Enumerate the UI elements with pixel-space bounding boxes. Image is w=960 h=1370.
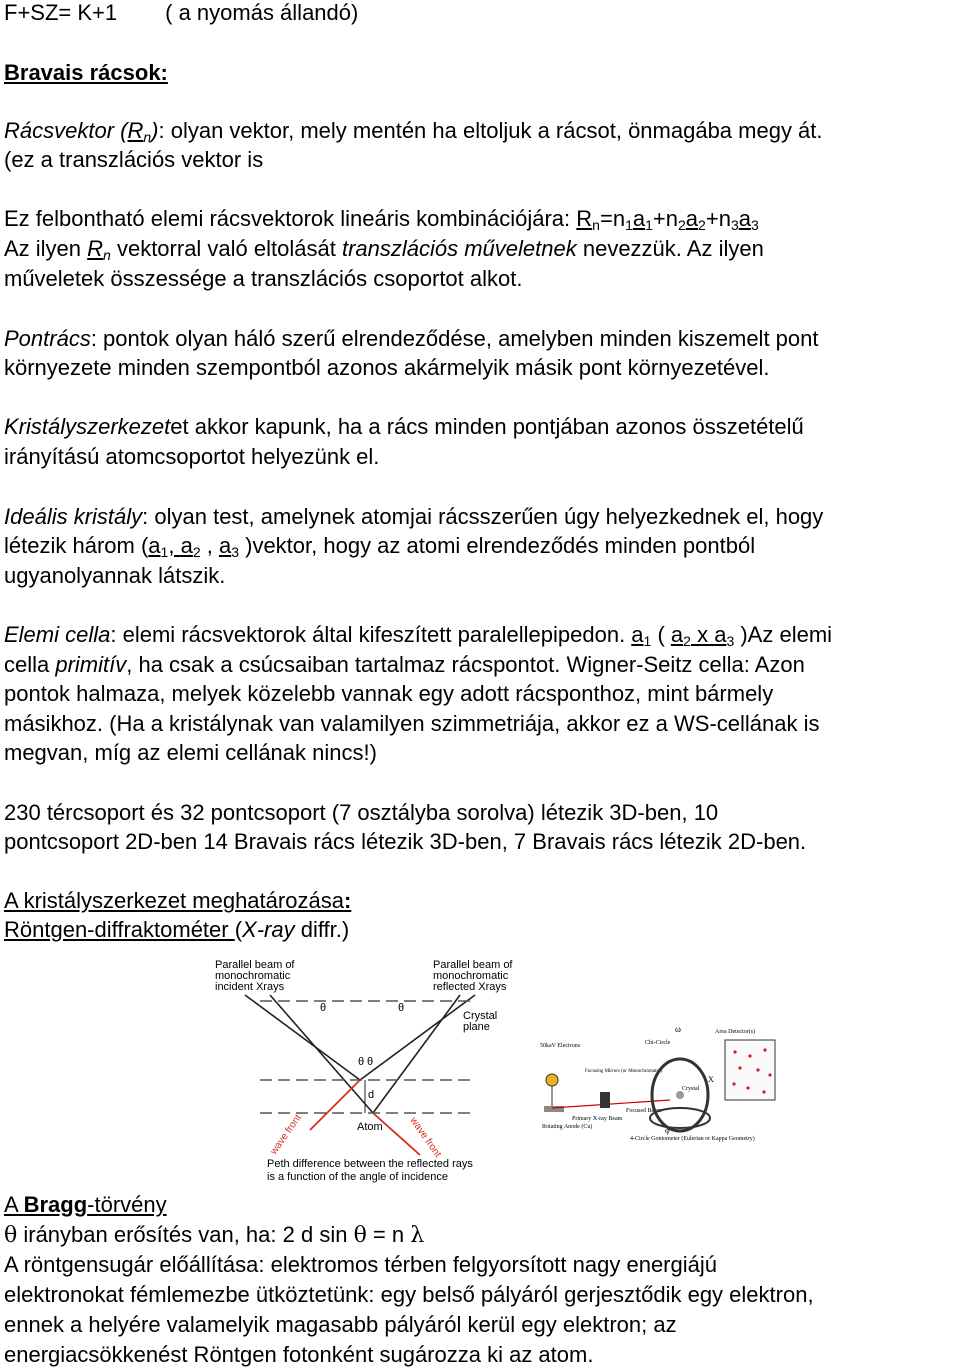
elemi-line1: Elemi cella: elemi rácsvektorok által kifeszített paralellepipedon. $a_1$ ( $a_2$ x $a_3$ )Az elemi [4,622,833,649]
area-detector-icon [725,1040,775,1100]
translation-line1: Az ilyen $R_n$ vektorral való eltolását transzlációs műveletnek nevezzük. Az ilyen [4,236,764,263]
header-line [4,0,358,26]
elemi-line5: megvan, míg az elemi cellának nincs!) [4,740,377,765]
electron-source-icon [546,1074,558,1086]
bragg-reflection-diagram [205,955,515,1190]
xray-line1: A röntgensugár előállítása: elektromos térben felgyorsított nagy energiájú [4,1252,717,1277]
kristaly-line1: Kristályszerkezetet akkor kapunk, ha a rács minden pontjában azonos összetételű [4,414,804,439]
racsvektor-line2: (ez a transzlációs vektor is [4,147,264,172]
atom-label: Atom [357,1121,383,1133]
reflected-label-2: monochromatic [433,970,509,982]
racsvektor-line1: Rácsvektor $(R_n)$: olyan vektor, mely mentén ha eltoljuk a rácsot, önmagába megy át. [4,118,823,145]
figure1-caption-1: Peth difference between the reflected rays [267,1158,473,1170]
wavefront-label-left: wave front [268,1112,304,1157]
xray-line4: energiacsökkenést Röntgen fotonként sugározza ki az atom. [4,1342,594,1367]
focused-beam-label: Focused Beam [626,1108,662,1114]
focusing-mirror-icon [600,1092,610,1108]
goniometer-label: 4-Circle Goniometer (Eulerian or Kappa Geometry) [630,1136,755,1142]
elemi-line2: cella primitív, ha csak a csúcsaiban tartalmaz rácspontot. Wigner-Seitz cella: Azon [4,652,805,677]
pontracs-line1: Pontrács: pontok olyan háló szerű elrendeződése, amelyben minden kiszemelt pont [4,326,819,351]
theta-label-3: θ [358,1056,365,1068]
theta-label-2: θ [398,1002,405,1014]
kristaly-term: Kristályszerkezet [4,414,171,439]
decomposition-line: Ez felbontható elemi rácsvektorok lineáris kombinációjára: $R_n=n_1a_1+n_2a_2+n_3a_3$ [4,206,759,233]
idealis-term: Ideális kristály [4,504,143,529]
phase-rule-note: ( a nyomás állandó) [165,0,359,25]
xray-beam-label: Primary X-ray Beam [572,1116,623,1122]
racsvektor-term: Rácsvektor ( [4,118,128,143]
groups-line2: pontcsoport 2D-ben 14 Bravais rács létezik 3D-ben, 7 Bravais rács létezik 2D-ben. [4,829,807,854]
d-label: d [368,1089,375,1101]
wavefront-label-right: wave front [407,1115,444,1160]
theta-label-4: θ [367,1056,374,1068]
reflected-label-1: Parallel beam of [433,959,513,971]
elemi-line4: másikhoz. (Ha a kristálynak van valamilyen szimmetriája, akkor ez a WS-cellának is [4,711,820,736]
section-title-bravais: Bravais rácsok: [4,60,168,85]
bragg-title: A Bragg-törvény [4,1192,167,1217]
diffractometer-line: Röntgen-diffraktométer (X-ray diffr.) [4,917,350,942]
incident-label-3: incident Xrays [215,981,285,993]
elemi-term: Elemi cella [4,622,111,647]
theta-label-1: θ [320,1002,327,1014]
reflected-ray-2 [373,995,460,1113]
kristaly-line2: irányítású atomcsoportot helyezünk el. [4,444,380,469]
chi-symbol: X [708,1075,714,1084]
figure1-caption-2: is a function of the angle of incidence [267,1171,449,1183]
idealis-line3: ugyanolyannak látszik. [4,563,226,588]
omega-label: ω [675,1024,681,1034]
electron-source-label: 50kaV Electrons [540,1043,581,1049]
phase-rule: F+SZ= K+1 [4,0,118,25]
elemi-line3: pontok halmaza, melyek közelebb vannak egy adott rácsponthoz, mint bármely [4,681,774,706]
xray-line2: elektronokat fémlemezbe ütköztetünk: egy belső pályáról gerjesztődik egy elektron, [4,1282,814,1307]
bragg-law-line: θ irányban erősítés van, ha: 2 d sin θ = n λ [4,1222,425,1248]
reflected-label-3: reflected Xrays [433,981,507,993]
incident-label-1: Parallel beam of [215,959,295,971]
idealis-line1: Ideális kristály: olyan test, amelynek atomjai rácsszerűen úgy helyezkednek el, hogy [4,504,824,529]
path-ray-left [310,1080,360,1130]
crystal-label: Crystal [682,1086,700,1092]
mirror-label: Focusing Mirrors (or Monochromator) [585,1069,663,1074]
pontracs-line2: környezete minden szempontból azonos akármelyik másik pont környezetével. [4,355,770,380]
incident-label-2: monochromatic [215,970,291,982]
idealis-line2: létezik három ($a_1$, $a_2$ , $a_3$ )vektor, hogy az atomi elrendeződés minden pontból [4,533,756,560]
translation-line2: műveletek összessége a transzlációs csoportot alkot. [4,266,523,291]
crystal-sample-icon [676,1091,684,1099]
area-detector-label: Area Detector(s) [715,1029,756,1035]
incident-ray-1 [245,995,360,1080]
crystal-plane-label-1: Crystal [463,1010,498,1022]
determination-title: A kristályszerkezet meghatározása: [4,888,352,913]
crystal-plane-label-2: plane [463,1021,490,1033]
reflected-ray-1 [360,995,475,1080]
phi-symbol: φ [665,1126,670,1135]
anode-label: Rotating Anode (Cu) [542,1124,593,1130]
diffractometer-diagram [530,1020,790,1145]
xray-line3: ennek a helyére valamelyik magasabb pályáról kerül egy elektron; az [4,1312,677,1337]
groups-line1: 230 tércsoport és 32 pontcsoport (7 osztályba sorolva) létezik 3D-ben, 10 [4,800,719,825]
chi-circle-label: Chi-Circle [645,1040,671,1046]
pontracs-term: Pontrács [4,326,91,351]
